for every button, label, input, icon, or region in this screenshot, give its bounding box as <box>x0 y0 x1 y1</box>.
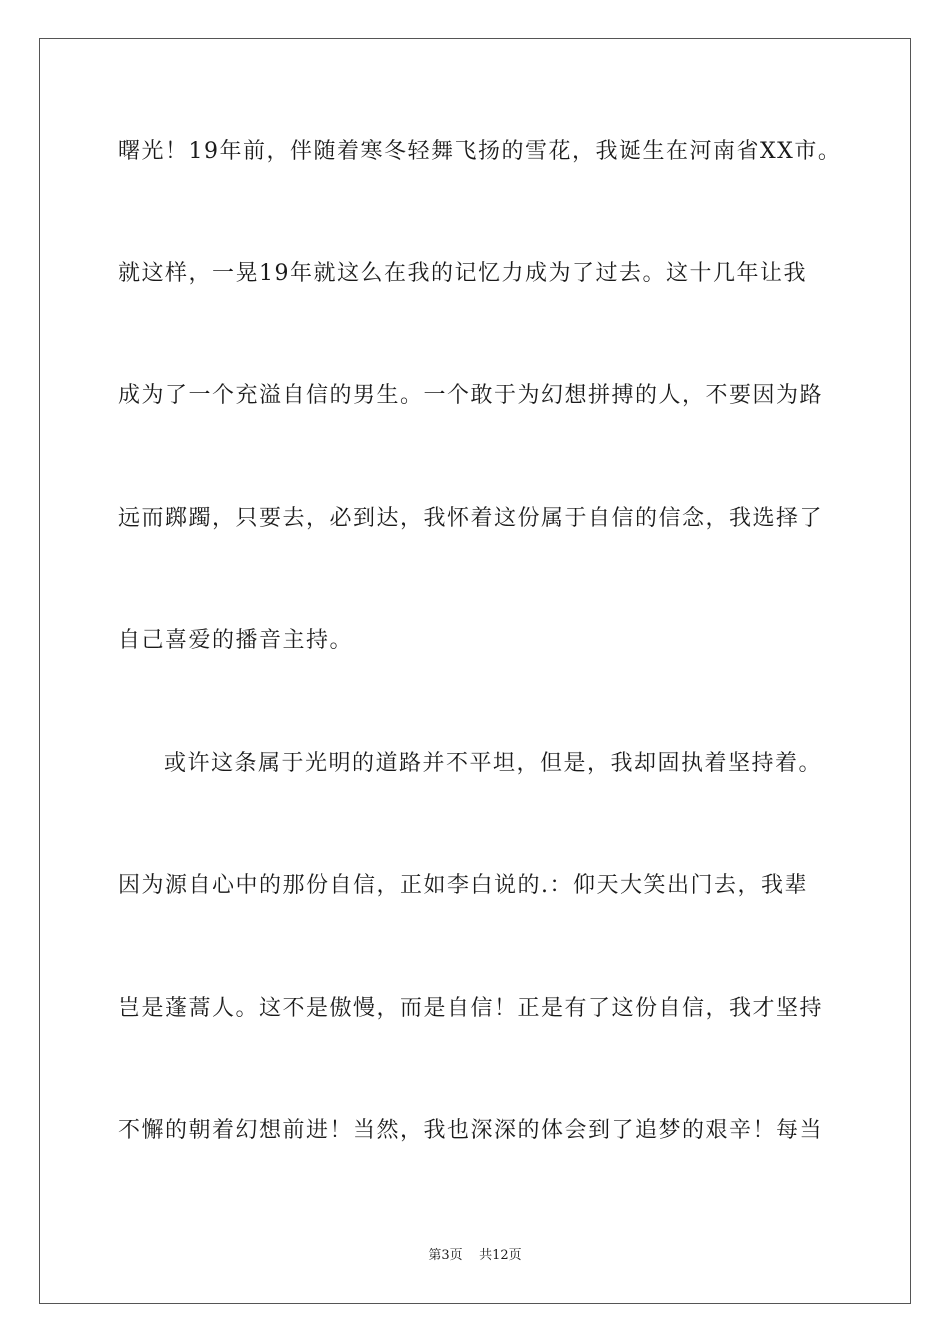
page-frame <box>39 38 911 1304</box>
total-pages: 共12页 <box>479 1248 522 1263</box>
page-footer <box>0 1244 950 1263</box>
text-line: 曙光！19年前，伴随着寒冬轻舞飞扬的雪花，我诞生在河南省XX市。 <box>118 139 842 164</box>
text-line: 自己喜爱的播音主持。 <box>118 628 354 653</box>
text-line: 就这样，一晃19年就这么在我的记忆力成为了过去。这十几年让我 <box>118 261 807 286</box>
text-line: 远而踯躅，只要去，必到达，我怀着这份属于自信的信念，我选择了 <box>118 506 824 531</box>
text-line: 或许这条属于光明的道路并不平坦，但是，我却固执着坚持着。 <box>164 751 823 776</box>
text-line: 因为源自心中的那份自信，正如李白说的.：仰天大笑出门去，我辈 <box>118 873 808 898</box>
page-number: 第3页 <box>428 1248 463 1263</box>
text-line: 岂是蓬蒿人。这不是傲慢，而是自信！正是有了这份自信，我才坚持 <box>118 996 824 1021</box>
text-line: 不懈的朝着幻想前进！当然，我也深深的体会到了追梦的艰辛！每当 <box>118 1118 824 1143</box>
text-line: 成为了一个充溢自信的男生。一个敢于为幻想拼搏的人，不要因为路 <box>118 383 824 408</box>
